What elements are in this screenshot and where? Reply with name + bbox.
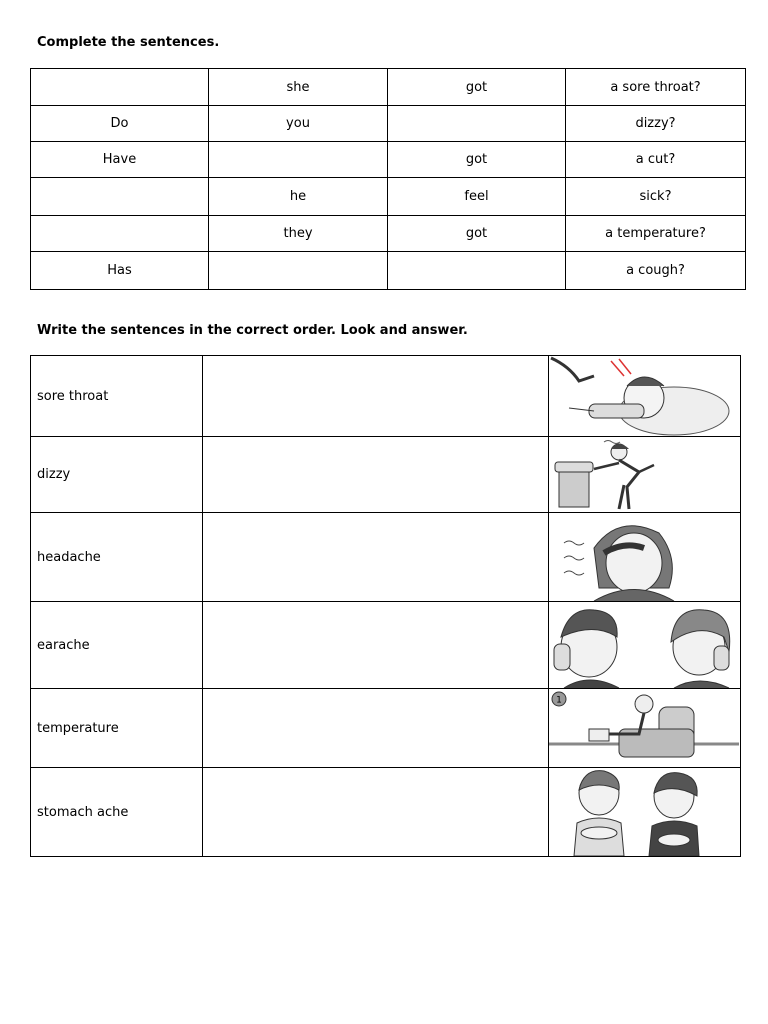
sore-throat-illustration [549, 356, 739, 436]
table-cell[interactable]: a temperature? [566, 216, 746, 252]
table-cell[interactable] [388, 106, 566, 142]
table-cell[interactable]: she [209, 69, 388, 106]
table-row [31, 216, 746, 252]
table-row [31, 689, 741, 768]
stomach-ache-illustration [549, 768, 739, 856]
dizzy-illustration [549, 437, 739, 512]
table-cell[interactable]: a sore throat? [566, 69, 746, 106]
table-cell[interactable]: he [209, 178, 388, 216]
ailment-label: headache [31, 513, 203, 602]
table-cell[interactable] [31, 178, 209, 216]
table-cell[interactable]: Do [31, 106, 209, 142]
table-cell[interactable]: Have [31, 142, 209, 178]
table-row [31, 768, 741, 857]
table-cell[interactable]: a cut? [566, 142, 746, 178]
section2-heading: Write the sentences in the correct order. Look and answer. [37, 323, 468, 338]
table-cell[interactable]: got [388, 69, 566, 106]
table-cell[interactable] [31, 216, 209, 252]
table-cell[interactable] [209, 142, 388, 178]
answer-cell[interactable] [203, 689, 549, 768]
table-row [31, 142, 746, 178]
temperature-illustration [549, 689, 739, 767]
table-cell[interactable]: feel [388, 178, 566, 216]
ailment-label: earache [31, 602, 203, 689]
table-row [31, 437, 741, 513]
ailment-label: stomach ache [31, 768, 203, 857]
table-cell[interactable] [209, 252, 388, 290]
answer-cell[interactable] [203, 602, 549, 689]
table-row [31, 106, 746, 142]
table-cell[interactable]: got [388, 216, 566, 252]
ailment-label: sore throat [31, 356, 203, 437]
answer-cell[interactable] [203, 513, 549, 602]
table-row [31, 356, 741, 437]
complete-sentences-table [30, 68, 746, 290]
table-cell[interactable]: got [388, 142, 566, 178]
table-row [31, 69, 746, 106]
table-row [31, 602, 741, 689]
table-cell[interactable]: Has [31, 252, 209, 290]
write-sentences-table [30, 355, 741, 857]
ailment-label: dizzy [31, 437, 203, 513]
table-cell[interactable]: you [209, 106, 388, 142]
headache-illustration [549, 513, 739, 601]
section1-heading: Complete the sentences. [37, 35, 220, 50]
ailment-label: temperature [31, 689, 203, 768]
picture-number-badge: 1 [556, 695, 562, 706]
table-cell[interactable]: dizzy? [566, 106, 746, 142]
earache-illustration [549, 602, 739, 688]
answer-cell[interactable] [203, 437, 549, 513]
answer-cell[interactable] [203, 356, 549, 437]
table-cell[interactable]: they [209, 216, 388, 252]
table-cell[interactable] [388, 252, 566, 290]
table-row [31, 513, 741, 602]
table-row [31, 178, 746, 216]
table-cell[interactable]: a cough? [566, 252, 746, 290]
answer-cell[interactable] [203, 768, 549, 857]
table-row [31, 252, 746, 290]
table-cell[interactable] [31, 69, 209, 106]
table-cell[interactable]: sick? [566, 178, 746, 216]
